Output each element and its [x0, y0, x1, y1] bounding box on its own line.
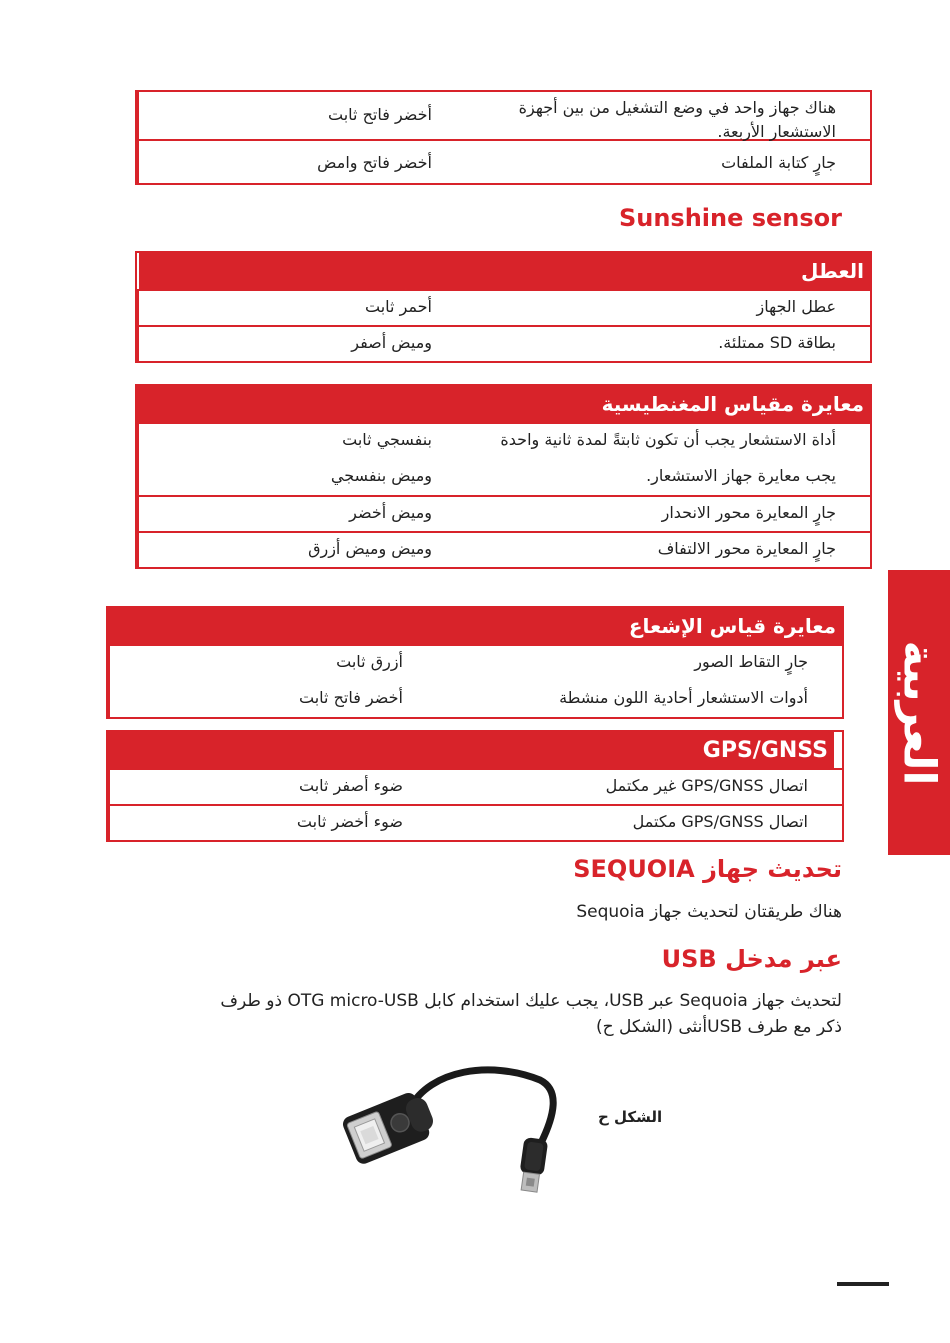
- table-row: [137, 139, 870, 183]
- usb-otg-cable-image: [340, 1060, 570, 1205]
- led-line: وميض بنفسجي: [330, 466, 432, 485]
- table-row: [137, 92, 870, 139]
- table-header: معايرة قياس الإشعاع: [108, 608, 842, 644]
- status-cell: اتصال GPS/GNSS غير مكتمل: [605, 776, 808, 795]
- magnetometer-table: [135, 384, 872, 569]
- table-row: [137, 289, 870, 325]
- table-header: GPS/GNSS: [108, 732, 834, 768]
- status-cell: جارٍ المعايرة محور الالتفاف: [657, 539, 836, 558]
- table-row: [137, 531, 870, 567]
- led-cell: أخضر فاتح وامض: [137, 141, 462, 183]
- figure-label: الشكل ح: [598, 1108, 663, 1126]
- table-row: [137, 325, 870, 361]
- led-cell: [108, 646, 433, 717]
- led-line: أزرق ثابت: [336, 652, 403, 671]
- table-header: العطل: [139, 253, 870, 289]
- status-cell: بطاقة SD ممتلئة.: [718, 333, 836, 352]
- update-text: هناك طريقتان لتحديث جهاز Sequoia: [576, 902, 842, 922]
- led-cell: وميض وميض أزرق: [137, 533, 462, 567]
- update-title: تحديث جهاز SEQUOIA: [573, 855, 842, 883]
- language-side-tab: [888, 570, 950, 855]
- table-header: معايرة مقياس المغنطيسية: [137, 386, 870, 422]
- led-cell: أخضر فاتح ثابت: [137, 92, 462, 139]
- status-cell: جارٍ كتابة الملفات: [721, 153, 836, 172]
- status-cell: [462, 424, 870, 495]
- usb-text: [142, 988, 842, 1040]
- status-cell: هناك جهاز واحد في وضع التشغيل من بين أجهزة الاستشعار الأربعة.: [518, 98, 836, 141]
- status-cell: اتصال GPS/GNSS مكتمل: [632, 812, 808, 831]
- led-line: أخضر فاتح ثابت: [298, 688, 403, 707]
- status-line: أدوات الاستشعار أحادية اللون منشطة: [559, 688, 808, 707]
- table-row: [108, 804, 842, 840]
- status-cell: عطل الجهاز: [756, 297, 836, 316]
- status-table: [135, 90, 872, 185]
- gps-table: [106, 730, 844, 842]
- table-row: [108, 768, 842, 804]
- sunshine-sensor-title: Sunshine sensor: [618, 204, 842, 232]
- status-cell: [433, 646, 842, 717]
- language-side-tab-label: العربية: [893, 640, 945, 785]
- led-cell: ضوء أصفر ثابت: [108, 770, 433, 804]
- usb-text-line: لتحديث جهاز Sequoia عبر USB، يجب عليك استخدام كابل OTG micro-USB ذو طرف: [220, 991, 842, 1011]
- fault-table: [135, 251, 872, 363]
- status-line: جارٍ التقاط الصور: [694, 652, 808, 671]
- led-cell: [137, 424, 462, 495]
- usb-title: عبر مدخل USB: [661, 945, 842, 973]
- status-cell: جارٍ المعايرة محور الانحدار: [661, 503, 836, 522]
- table-row: [137, 422, 870, 495]
- usb-text-line: ذكر مع طرف USBأنثى (الشكل ح): [596, 1017, 842, 1037]
- led-cell: ضوء أخضر ثابت: [108, 806, 433, 840]
- led-line: بنفسجي ثابت: [342, 430, 432, 449]
- led-cell: وميض أخضر: [137, 497, 462, 531]
- page-marker: [837, 1282, 889, 1286]
- table-row: [108, 644, 842, 717]
- table-row: [137, 495, 870, 531]
- led-cell: وميض أصفر: [137, 327, 462, 361]
- status-line: يجب معايرة جهاز الاستشعار.: [646, 466, 836, 485]
- irradiance-table: [106, 606, 844, 719]
- status-line: أداة الاستشعار يجب أن تكون ثابتةً لمدة ثانية واحدة: [500, 430, 836, 449]
- led-cell: أحمر ثابت: [137, 291, 462, 325]
